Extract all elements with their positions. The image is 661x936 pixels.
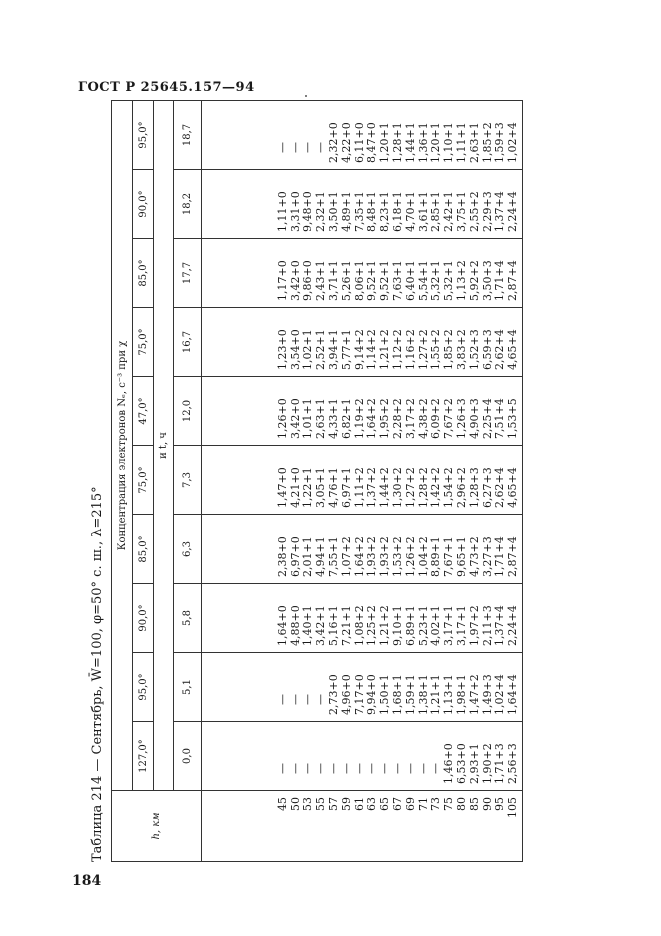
table-value: 1,95+2 <box>378 398 392 439</box>
table-value: 1,98+1 <box>455 674 469 715</box>
table-value: 1,37+2 <box>365 467 379 508</box>
table-value: 2,63+1 <box>314 398 328 439</box>
h-value: 59 <box>339 797 353 811</box>
table-value: 1,27+2 <box>403 467 417 508</box>
table-value: 1,71+3 <box>493 743 507 784</box>
table-value: 6,40+1 <box>403 260 417 301</box>
table-value: 4,76+1 <box>327 467 341 508</box>
chi-header-cell: 85,0° <box>133 515 154 584</box>
value-column-cell <box>202 101 523 170</box>
table-value: 8,23+1 <box>378 191 392 232</box>
table-value: 1,30+2 <box>391 467 405 508</box>
table-value: 1,02+1 <box>301 329 315 370</box>
table-value: 1,07+2 <box>339 536 353 577</box>
table-value: 2,55+2 <box>467 191 481 232</box>
table-value: 7,17+0 <box>352 674 366 715</box>
table-value: 2,63+1 <box>467 122 481 163</box>
table-value: 1,20+1 <box>378 122 392 163</box>
table-value: 3,50+3 <box>480 260 494 301</box>
table-value: 1,08+2 <box>352 605 366 646</box>
table-value: 9,14+2 <box>352 329 366 370</box>
time-header-row <box>174 101 202 862</box>
table-value: 1,93+2 <box>378 536 392 577</box>
table-value: 2,87+4 <box>506 260 520 301</box>
table-value: 6,53+0 <box>455 743 469 784</box>
table-value: 1,97+2 <box>467 605 481 646</box>
table-value: 1,21+2 <box>378 605 392 646</box>
table-value: 1,68+1 <box>391 674 405 715</box>
table-value: 9,52+1 <box>365 260 379 301</box>
h-value: 105 <box>506 797 520 818</box>
table-value: 6,97+0 <box>288 536 302 577</box>
table-value: — <box>429 763 443 774</box>
table-value: 5,92+2 <box>467 260 481 301</box>
table-value: 1,04+2 <box>416 536 430 577</box>
table-value: — <box>339 763 353 774</box>
table-value: 3,42+1 <box>314 605 328 646</box>
table-value: 6,82+1 <box>339 398 353 439</box>
time-header-cell: 16,7 <box>174 308 202 377</box>
chi-header-row <box>133 101 154 862</box>
h-value: 57 <box>327 797 341 811</box>
table-value: 2,85+1 <box>429 191 443 232</box>
table-value: 3,05+1 <box>314 467 328 508</box>
table-value: 8,47+0 <box>365 122 379 163</box>
table-value: 3,75+1 <box>455 191 469 232</box>
table-value: 1,71+4 <box>493 536 507 577</box>
table-value: 1,11+0 <box>275 191 289 232</box>
time-header-cell: 0,0 <box>174 722 202 791</box>
table-value: 2,38+0 <box>275 536 289 577</box>
table-value: 1,44+1 <box>403 122 417 163</box>
table-value: 4,22+0 <box>339 122 353 163</box>
h-value: 71 <box>416 797 430 811</box>
table-value: 2,01+1 <box>301 536 315 577</box>
table-value: 7,55+1 <box>327 536 341 577</box>
table-value: 1,46+0 <box>442 743 456 784</box>
table-value: 2,93+1 <box>467 743 481 784</box>
table-value: — <box>314 142 328 153</box>
table-value: 5,77+1 <box>339 329 353 370</box>
value-column-cell <box>202 722 523 791</box>
table-value: 4,96+0 <box>339 674 353 715</box>
table-value: — <box>416 763 430 774</box>
table-value: 1,64+2 <box>365 398 379 439</box>
chi-header-cell: 95,0° <box>133 101 154 170</box>
h-value: 75 <box>442 797 456 811</box>
table-value: 6,27+3 <box>480 467 494 508</box>
table-value: 1,37+4 <box>493 605 507 646</box>
table-value: 4,21+0 <box>288 467 302 508</box>
table-value: 1,26+3 <box>455 398 469 439</box>
h-value: 53 <box>301 797 315 811</box>
table-value: — <box>288 694 302 705</box>
table-value: 1,64+2 <box>352 536 366 577</box>
table-value: 1,28+1 <box>391 122 405 163</box>
table-value: 4,88+0 <box>288 605 302 646</box>
chi-header-cell: 75,0° <box>133 308 154 377</box>
table-value: 1,17+0 <box>275 260 289 301</box>
table-value: 1,36+1 <box>416 122 430 163</box>
data-row <box>202 101 523 862</box>
table-value: 1,11+1 <box>455 122 469 163</box>
table-value: 1,21+1 <box>429 674 443 715</box>
table-value: 5,32+1 <box>429 260 443 301</box>
chi-header-cell: 90,0° <box>133 584 154 653</box>
table-value: 1,21+2 <box>378 329 392 370</box>
value-column-cell <box>202 377 523 446</box>
data-table <box>111 100 523 862</box>
table-value: — <box>314 694 328 705</box>
table-value: 1,40+1 <box>301 605 315 646</box>
table-value: 7,67+1 <box>442 536 456 577</box>
table-value: 5,32+1 <box>442 260 456 301</box>
table-value: — <box>288 763 302 774</box>
table-value: 1,59+3 <box>493 122 507 163</box>
table-value: 1,13+2 <box>455 260 469 301</box>
table-value: 2,42+1 <box>442 191 456 232</box>
table-value: 2,24+4 <box>506 605 520 646</box>
table-value: — <box>301 763 315 774</box>
table-value: 1,25+2 <box>365 605 379 646</box>
group-header: Концентрация электронов Nₑ, с⁻³ при χ <box>112 101 133 791</box>
table-value: 5,26+1 <box>339 260 353 301</box>
table-value: 3,61+1 <box>416 191 430 232</box>
table-value: 1,14+2 <box>365 329 379 370</box>
table-value: 2,11+3 <box>480 605 494 646</box>
table-value: 5,23+1 <box>416 605 430 646</box>
table-value: 1,38+1 <box>416 674 430 715</box>
table-value: 4,02+1 <box>429 605 443 646</box>
table-value: 1,52+3 <box>467 329 481 370</box>
table-value: 1,28+3 <box>467 467 481 508</box>
table-value: 4,33+1 <box>327 398 341 439</box>
table-value: — <box>365 763 379 774</box>
page-number: 184 <box>72 873 102 889</box>
table-value: 2,32+1 <box>314 191 328 232</box>
table-value: 1,50+1 <box>378 674 392 715</box>
table-value: 4,90+3 <box>467 398 481 439</box>
h-value: 63 <box>365 797 379 811</box>
table-value: 1,49+3 <box>480 674 494 715</box>
chi-header-cell: 90,0° <box>133 170 154 239</box>
table-value: — <box>403 763 417 774</box>
table-value: 3,42+0 <box>288 398 302 439</box>
table-value: 5,16+1 <box>327 605 341 646</box>
table-value: 7,51+4 <box>493 398 507 439</box>
table-value: 4,38+2 <box>416 398 430 439</box>
value-column-cell <box>202 515 523 584</box>
table-value: 7,63+1 <box>391 260 405 301</box>
table-value: 6,97+1 <box>339 467 353 508</box>
table-value: 1,64+0 <box>275 605 289 646</box>
h-value: 90 <box>480 797 494 811</box>
table-value: — <box>301 142 315 153</box>
speck <box>305 95 307 97</box>
table-value: 1,26+2 <box>403 536 417 577</box>
document-header: ГОСТ Р 25645.157—94 <box>78 80 255 95</box>
table-value: 3,83+2 <box>455 329 469 370</box>
table-value: 4,65+4 <box>506 329 520 370</box>
time-header-cell: 18,2 <box>174 170 202 239</box>
table-value: 1,53+2 <box>391 536 405 577</box>
table-value: 1,26+0 <box>275 398 289 439</box>
table-value: 1,01+1 <box>301 398 315 439</box>
table-value: — <box>378 763 392 774</box>
value-column-cell <box>202 446 523 515</box>
table-value: 1,71+4 <box>493 260 507 301</box>
table-value: 3,71+1 <box>327 260 341 301</box>
h-value: 55 <box>314 797 328 811</box>
table-value: — <box>301 694 315 705</box>
table-value: 2,73+0 <box>327 674 341 715</box>
table-value: 1,20+1 <box>429 122 443 163</box>
table-value: 1,11+2 <box>352 467 366 508</box>
table-value: 7,21+1 <box>339 605 353 646</box>
table-value: 9,52+1 <box>378 260 392 301</box>
chi-header-cell: 95,0° <box>133 653 154 722</box>
table-value: 1,55+2 <box>429 329 443 370</box>
table-value: 3,50+1 <box>327 191 341 232</box>
table-value: 1,12+2 <box>391 329 405 370</box>
table-value: 1,19+2 <box>352 398 366 439</box>
table-value: 1,16+2 <box>403 329 417 370</box>
table-value: 3,94+1 <box>327 329 341 370</box>
table-value: — <box>314 763 328 774</box>
table-value: 9,10+1 <box>391 605 405 646</box>
table-value: 1,27+2 <box>416 329 430 370</box>
table-value: 6,11+0 <box>352 122 366 163</box>
table-value: 1,85+2 <box>442 329 456 370</box>
table-value: 1,02+4 <box>493 674 507 715</box>
table-value: 2,25+4 <box>480 398 494 439</box>
chi-header-cell: 47,0° <box>133 377 154 446</box>
value-column-cell <box>202 653 523 722</box>
table-value: 9,65+1 <box>455 536 469 577</box>
table-value: 1,22+1 <box>301 467 315 508</box>
h-value: 95 <box>493 797 507 811</box>
table-value: 3,42+0 <box>288 260 302 301</box>
table-value: 1,53+5 <box>506 398 520 439</box>
table-value: 5,54+1 <box>416 260 430 301</box>
table-value: 2,62+4 <box>493 467 507 508</box>
time-header-cell: 12,0 <box>174 377 202 446</box>
table-value: 4,73+2 <box>467 536 481 577</box>
chi-header-cell: 75,0° <box>133 446 154 515</box>
time-header-cell: 6,3 <box>174 515 202 584</box>
table-value: 4,65+4 <box>506 467 520 508</box>
table-value: 1,64+4 <box>506 674 520 715</box>
h-column-header: h, км <box>112 791 202 862</box>
table-value: 3,54+0 <box>288 329 302 370</box>
h-value: 85 <box>467 797 481 811</box>
table-caption: Таблица 214 — Сентябрь, W̄=100, φ=50° с. ш., λ=215° <box>90 486 105 862</box>
value-column-cell <box>202 308 523 377</box>
table-value: 2,87+4 <box>506 536 520 577</box>
table-value: 3,17+1 <box>442 605 456 646</box>
table-value: — <box>275 763 289 774</box>
table-value: 2,56+3 <box>506 743 520 784</box>
h-value: 80 <box>455 797 469 811</box>
table-value: 3,17+1 <box>455 605 469 646</box>
h-value: 50 <box>288 797 302 811</box>
table-value: 6,09+2 <box>429 398 443 439</box>
table-value: 1,93+2 <box>365 536 379 577</box>
table-value: 1,47+2 <box>467 674 481 715</box>
h-value: 73 <box>429 797 443 811</box>
time-header-cell: 5,8 <box>174 584 202 653</box>
table-value: 8,06+1 <box>352 260 366 301</box>
table-value: 1,28+2 <box>416 467 430 508</box>
table-value: 1,37+4 <box>493 191 507 232</box>
chi-header-cell: 127,0° <box>133 722 154 791</box>
table-value: 3,27+3 <box>480 536 494 577</box>
chi-header-cell: 85,0° <box>133 239 154 308</box>
table-value: 1,42+2 <box>429 467 443 508</box>
table-value: 1,13+1 <box>442 674 456 715</box>
table-value: 9,94+0 <box>365 674 379 715</box>
table-value: 2,62+4 <box>493 329 507 370</box>
table-value: 2,32+0 <box>327 122 341 163</box>
time-header-cell: 17,7 <box>174 239 202 308</box>
table-value: 1,23+0 <box>275 329 289 370</box>
time-header-cell: 5,1 <box>174 653 202 722</box>
table-value: — <box>275 142 289 153</box>
h-value: 67 <box>391 797 405 811</box>
table-value: 1,10+1 <box>442 122 456 163</box>
table-value: 7,35+1 <box>352 191 366 232</box>
table-value: 7,67+2 <box>442 398 456 439</box>
table-value: 3,17+2 <box>403 398 417 439</box>
rotated-table-block <box>85 102 520 862</box>
table-value: 2,29+3 <box>480 191 494 232</box>
h-value: 61 <box>352 797 366 811</box>
table-value: 2,24+4 <box>506 191 520 232</box>
h-value: 45 <box>275 797 289 811</box>
h-value: 69 <box>403 797 417 811</box>
time-header-cell: 18,7 <box>174 101 202 170</box>
table-value: 1,02+4 <box>506 122 520 163</box>
table-value: 4,89+1 <box>339 191 353 232</box>
table-value: — <box>288 142 302 153</box>
h-values-cell <box>202 791 523 862</box>
table-value: 9,48+0 <box>301 191 315 232</box>
value-column-cell <box>202 170 523 239</box>
table-value: 1,44+2 <box>378 467 392 508</box>
table-value: 1,47+0 <box>275 467 289 508</box>
table-value: 6,59+3 <box>480 329 494 370</box>
table-value: 8,89+1 <box>429 536 443 577</box>
time-group-header: и t, ч <box>154 101 174 791</box>
time-header-cell: 7,3 <box>174 446 202 515</box>
table-value: — <box>327 763 341 774</box>
value-column-cell <box>202 584 523 653</box>
table-value: 6,89+1 <box>403 605 417 646</box>
table-value: — <box>275 694 289 705</box>
table-value: 3,31+0 <box>288 191 302 232</box>
table-value: 8,48+1 <box>365 191 379 232</box>
table-value: 4,94+1 <box>314 536 328 577</box>
h-value: 65 <box>378 797 392 811</box>
table-value: — <box>391 763 405 774</box>
table-value: 9,86+0 <box>301 260 315 301</box>
table-value: 1,59+1 <box>403 674 417 715</box>
table-value: 2,43+1 <box>314 260 328 301</box>
table-value: 6,18+1 <box>391 191 405 232</box>
table-value: 1,85+2 <box>480 122 494 163</box>
table-value: 1,54+2 <box>442 467 456 508</box>
value-column-cell <box>202 239 523 308</box>
table-value: 2,96+2 <box>455 467 469 508</box>
table-value: 2,52+1 <box>314 329 328 370</box>
table-value: — <box>352 763 366 774</box>
table-value: 1,90+2 <box>480 743 494 784</box>
table-value: 4,70+1 <box>403 191 417 232</box>
table-value: 2,28+2 <box>391 398 405 439</box>
